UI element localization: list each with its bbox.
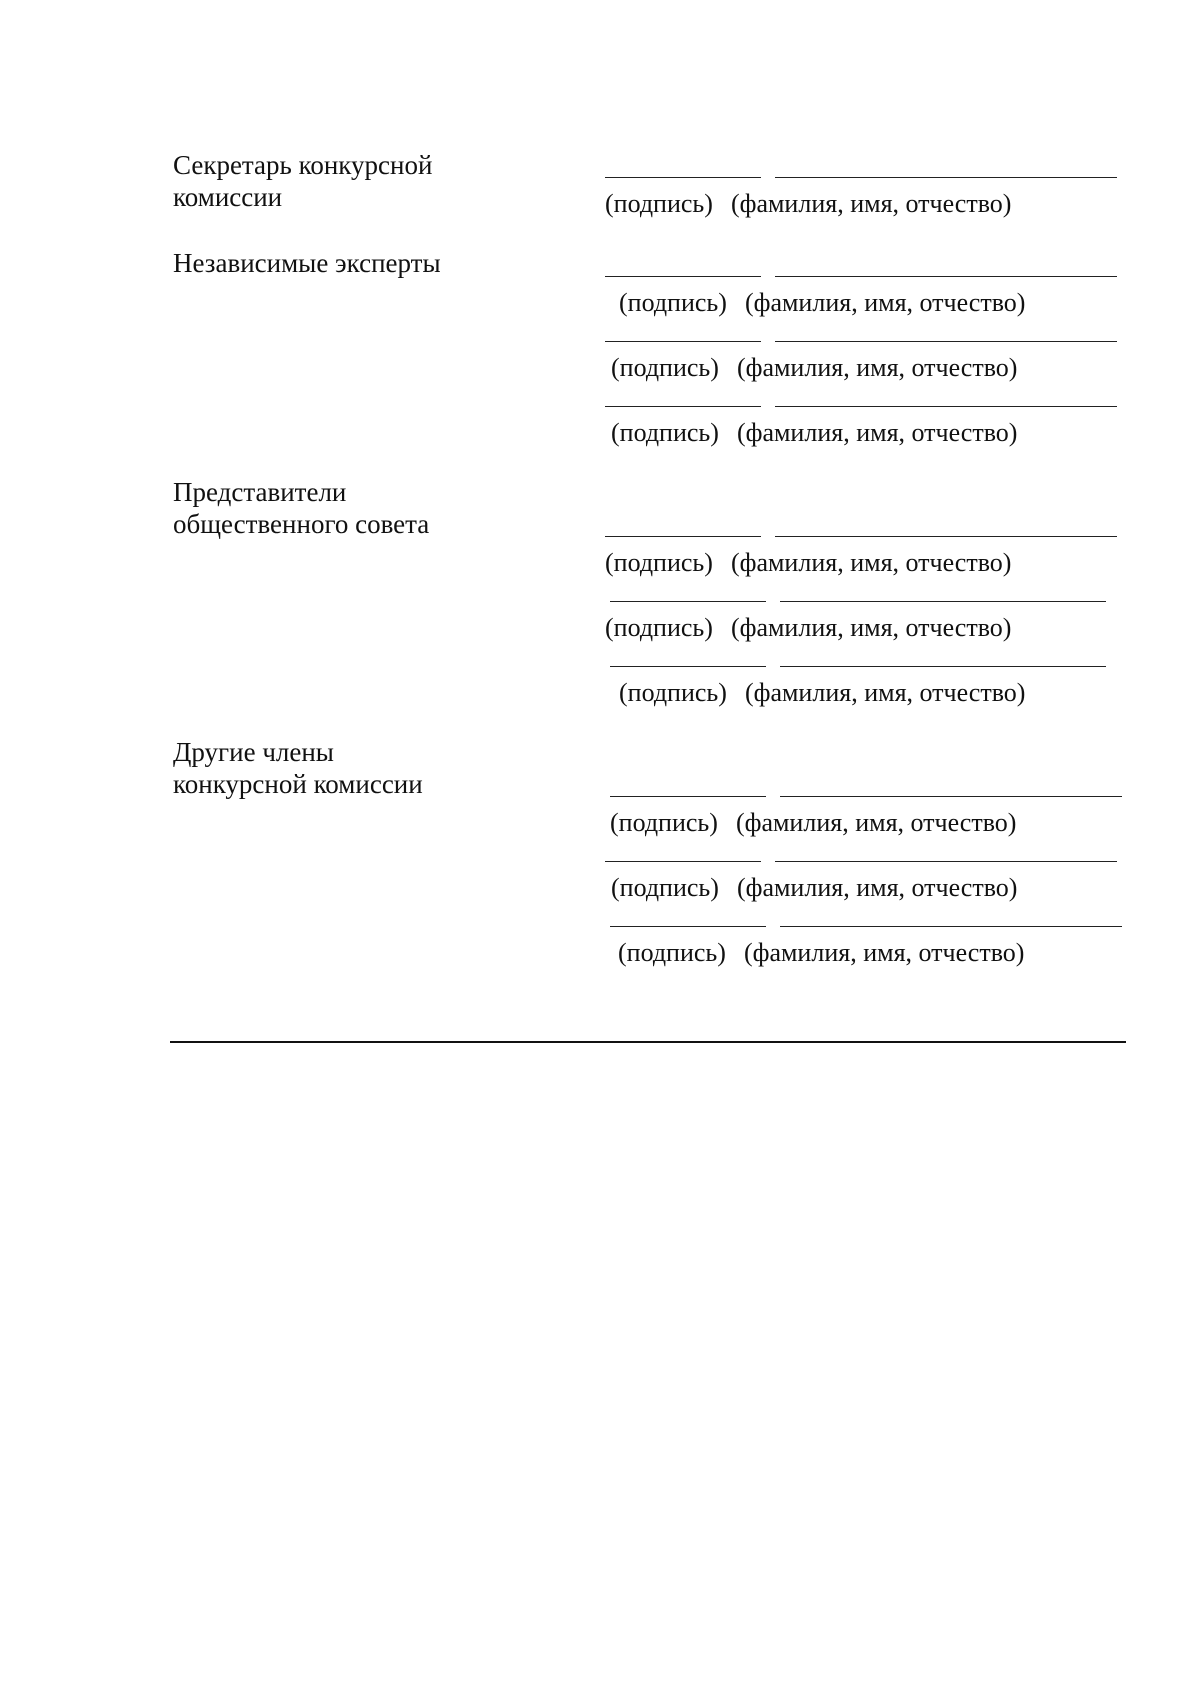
section-title-independent-experts: Независимые эксперты: [173, 248, 441, 278]
name-caption-label: (фамилия, имя, отчество): [730, 548, 1012, 577]
signature-caption-label: (подпись): [605, 548, 713, 577]
signature-line[interactable]: [610, 796, 766, 797]
name-caption-label: (фамилия, имя, отчество): [736, 418, 1018, 447]
signature-block: [605, 341, 1125, 393]
signature-caption-label: (подпись): [619, 678, 727, 707]
signature-caption-label: (подпись): [619, 288, 727, 317]
name-line[interactable]: [775, 177, 1117, 178]
signature-line[interactable]: [610, 601, 766, 602]
signature-caption-label: (подпись): [618, 938, 726, 967]
signature-line[interactable]: [610, 666, 766, 667]
signature-caption: [611, 353, 1017, 383]
bottom-divider: [170, 1041, 1126, 1043]
signature-block: [605, 536, 1125, 588]
signature-line[interactable]: [605, 276, 761, 277]
signature-caption: [605, 613, 1011, 643]
name-caption-label: (фамилия, имя, отчество): [730, 613, 1012, 642]
signature-caption-label: (подпись): [610, 808, 718, 837]
signature-caption-label: (подпись): [611, 873, 719, 902]
section-title-other-members: Другие члены конкурсной комиссии: [173, 737, 423, 799]
section-title-public-council: Представители общественного совета: [173, 477, 430, 539]
signature-caption: [619, 678, 1025, 708]
signature-caption: [605, 189, 1011, 219]
name-line[interactable]: [775, 341, 1117, 342]
signature-caption: [611, 418, 1017, 448]
name-line[interactable]: [775, 276, 1117, 277]
signature-block: [605, 861, 1125, 913]
signature-block: [605, 276, 1125, 328]
signature-caption-label: (подпись): [611, 353, 719, 382]
signature-caption: [619, 288, 1025, 318]
signature-line[interactable]: [610, 926, 766, 927]
name-line[interactable]: [780, 601, 1106, 602]
signature-line[interactable]: [605, 536, 761, 537]
signature-block: [610, 666, 1130, 718]
signature-caption-label: (подпись): [605, 613, 713, 642]
signature-block: [605, 601, 1130, 653]
signature-block: [610, 926, 1130, 978]
name-caption-label: (фамилия, имя, отчество): [743, 938, 1025, 967]
name-line[interactable]: [780, 796, 1122, 797]
signature-line[interactable]: [605, 341, 761, 342]
signature-block: [610, 796, 1130, 848]
name-caption-label: (фамилия, имя, отчество): [736, 353, 1018, 382]
signature-caption: [605, 548, 1011, 578]
signature-line[interactable]: [605, 861, 761, 862]
signature-caption-label: (подпись): [605, 189, 713, 218]
signature-caption-label: (подпись): [611, 418, 719, 447]
name-caption-label: (фамилия, имя, отчество): [735, 808, 1017, 837]
name-line[interactable]: [780, 926, 1122, 927]
signature-caption: [618, 938, 1024, 968]
signature-block: [605, 177, 1125, 229]
section-title-secretary: Секретарь конкурсной комиссии: [173, 150, 433, 212]
signature-caption: [610, 808, 1016, 838]
name-line[interactable]: [775, 406, 1117, 407]
name-line[interactable]: [775, 536, 1117, 537]
name-caption-label: (фамилия, имя, отчество): [744, 678, 1026, 707]
signature-caption: [611, 873, 1017, 903]
name-caption-label: (фамилия, имя, отчество): [730, 189, 1012, 218]
name-line[interactable]: [775, 861, 1117, 862]
signature-line[interactable]: [605, 177, 761, 178]
signature-block: [605, 406, 1125, 458]
name-line[interactable]: [780, 666, 1106, 667]
signature-line[interactable]: [605, 406, 761, 407]
name-caption-label: (фамилия, имя, отчество): [744, 288, 1026, 317]
name-caption-label: (фамилия, имя, отчество): [736, 873, 1018, 902]
